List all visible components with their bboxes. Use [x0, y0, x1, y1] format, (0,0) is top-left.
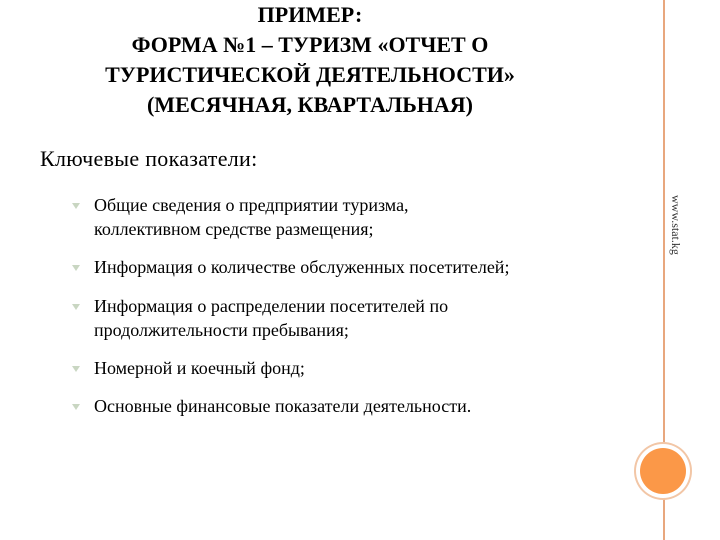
- list-item: [70, 255, 650, 279]
- title-line-1: ПРИМЕР:: [257, 2, 363, 27]
- bullet-icon: [72, 366, 80, 372]
- bullet-icon: [72, 203, 80, 209]
- website-side-text: www.stat.kg: [669, 195, 683, 255]
- list-item: [70, 294, 650, 342]
- title-line-4: (МЕСЯЧНАЯ, КВАРТАЛЬНАЯ): [146, 92, 474, 117]
- bullet-list: [70, 193, 650, 432]
- list-item-text: Информация о распределении посетителей по продолжительности пребывания;: [94, 296, 449, 340]
- list-item: [70, 356, 650, 380]
- list-item-text: Информация о количестве обслуженных посетителей;: [94, 257, 510, 277]
- page-title: [40, 0, 580, 120]
- list-item: [70, 193, 650, 241]
- bullet-icon: [72, 265, 80, 271]
- title-line-2: ФОРМА №1 – ТУРИЗМ «ОТЧЕТ О: [131, 32, 489, 57]
- list-item-text: Общие сведения о предприятии туризма, коллективном средстве размещения;: [94, 195, 409, 239]
- bullet-icon: [72, 304, 80, 310]
- decorative-circle: [640, 448, 686, 494]
- list-item: [70, 394, 650, 418]
- list-item-text: Номерной и коечный фонд;: [94, 358, 305, 378]
- section-subtitle: Ключевые показатели:: [40, 146, 258, 171]
- list-item-text: Основные финансовые показатели деятельности.: [94, 396, 472, 416]
- bullet-icon: [72, 404, 80, 410]
- title-line-3: ТУРИСТИЧЕСКОЙ ДЕЯТЕЛЬНОСТИ»: [105, 62, 515, 87]
